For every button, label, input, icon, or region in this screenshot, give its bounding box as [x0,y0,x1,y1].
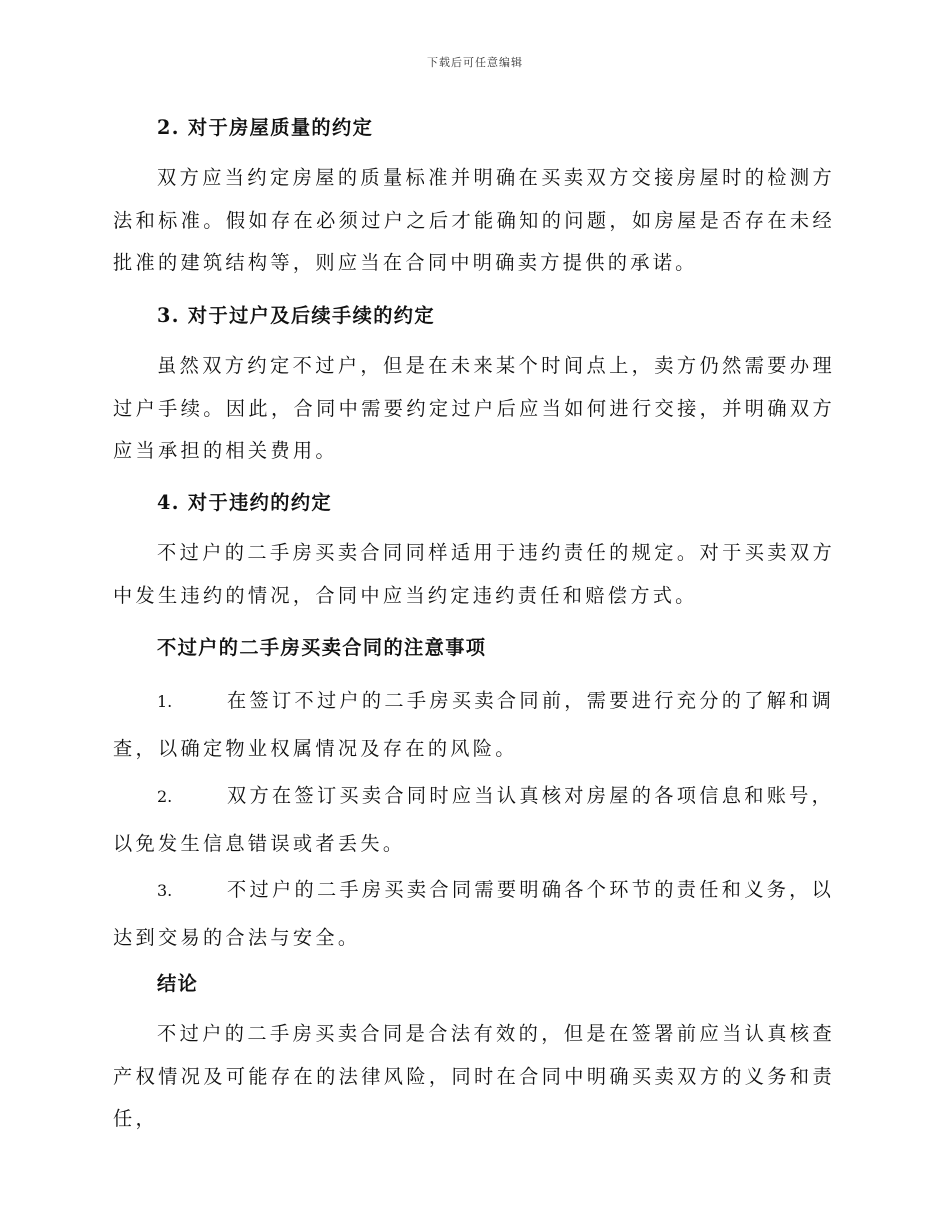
section-2-paragraph: 双方应当约定房屋的质量标准并明确在买卖双方交接房屋时的检测方法和标准。假如存在必须过户之后才能确知的问题，如房屋是否存在未经批准的建筑结构等，则应当在合同中明确卖方提供的承诺。 [113,166,835,274]
notes-item-2 [113,772,835,867]
section-3-heading: 3. 对于过户及后续手续的约定 [157,304,435,327]
notes-item-number: 3. [157,881,173,900]
conclusion-paragraph: 不过户的二手房买卖合同是合法有效的，但是在签署前应当认真核查产权情况及可能存在的法律风险，同时在合同中明确买卖双方的义务和责任， [113,1022,835,1130]
notes-item-number: 2. [157,787,173,806]
notes-item-3 [113,866,835,961]
conclusion-heading: 结论 [157,972,199,995]
section-4-paragraph: 不过户的二手房买卖合同同样适用于违约责任的规定。对于买卖双方中发生违约的情况，合同中应当约定违约责任和赔偿方式。 [113,541,835,607]
notes-item-text: 不过户的二手房买卖合同需要明确各个环节的责任和义务，以达到交易的合法与安全。 [113,878,835,949]
notes-item-1 [113,677,835,772]
notes-item-number: 1. [157,692,173,711]
notes-item-text: 在签订不过户的二手房买卖合同前，需要进行充分的了解和调查，以确定物业权属情况及存在的风险。 [113,689,835,760]
section-2-heading: 2. 对于房屋质量的约定 [157,116,374,139]
notes-item-text: 双方在签订买卖合同时应当认真核对房屋的各项信息和账号，以免发生信息错误或者丢失。 [113,784,835,855]
section-3-paragraph: 虽然双方约定不过户，但是在未来某个时间点上，卖方仍然需要办理过户手续。因此，合同中需要约定过户后应当如何进行交接，并明确双方应当承担的相关费用。 [113,354,835,462]
section-4-heading: 4. 对于违约的约定 [157,491,333,514]
notes-heading: 不过户的二手房买卖合同的注意事项 [157,636,487,659]
header-note: 下载后可任意编辑 [427,56,523,69]
